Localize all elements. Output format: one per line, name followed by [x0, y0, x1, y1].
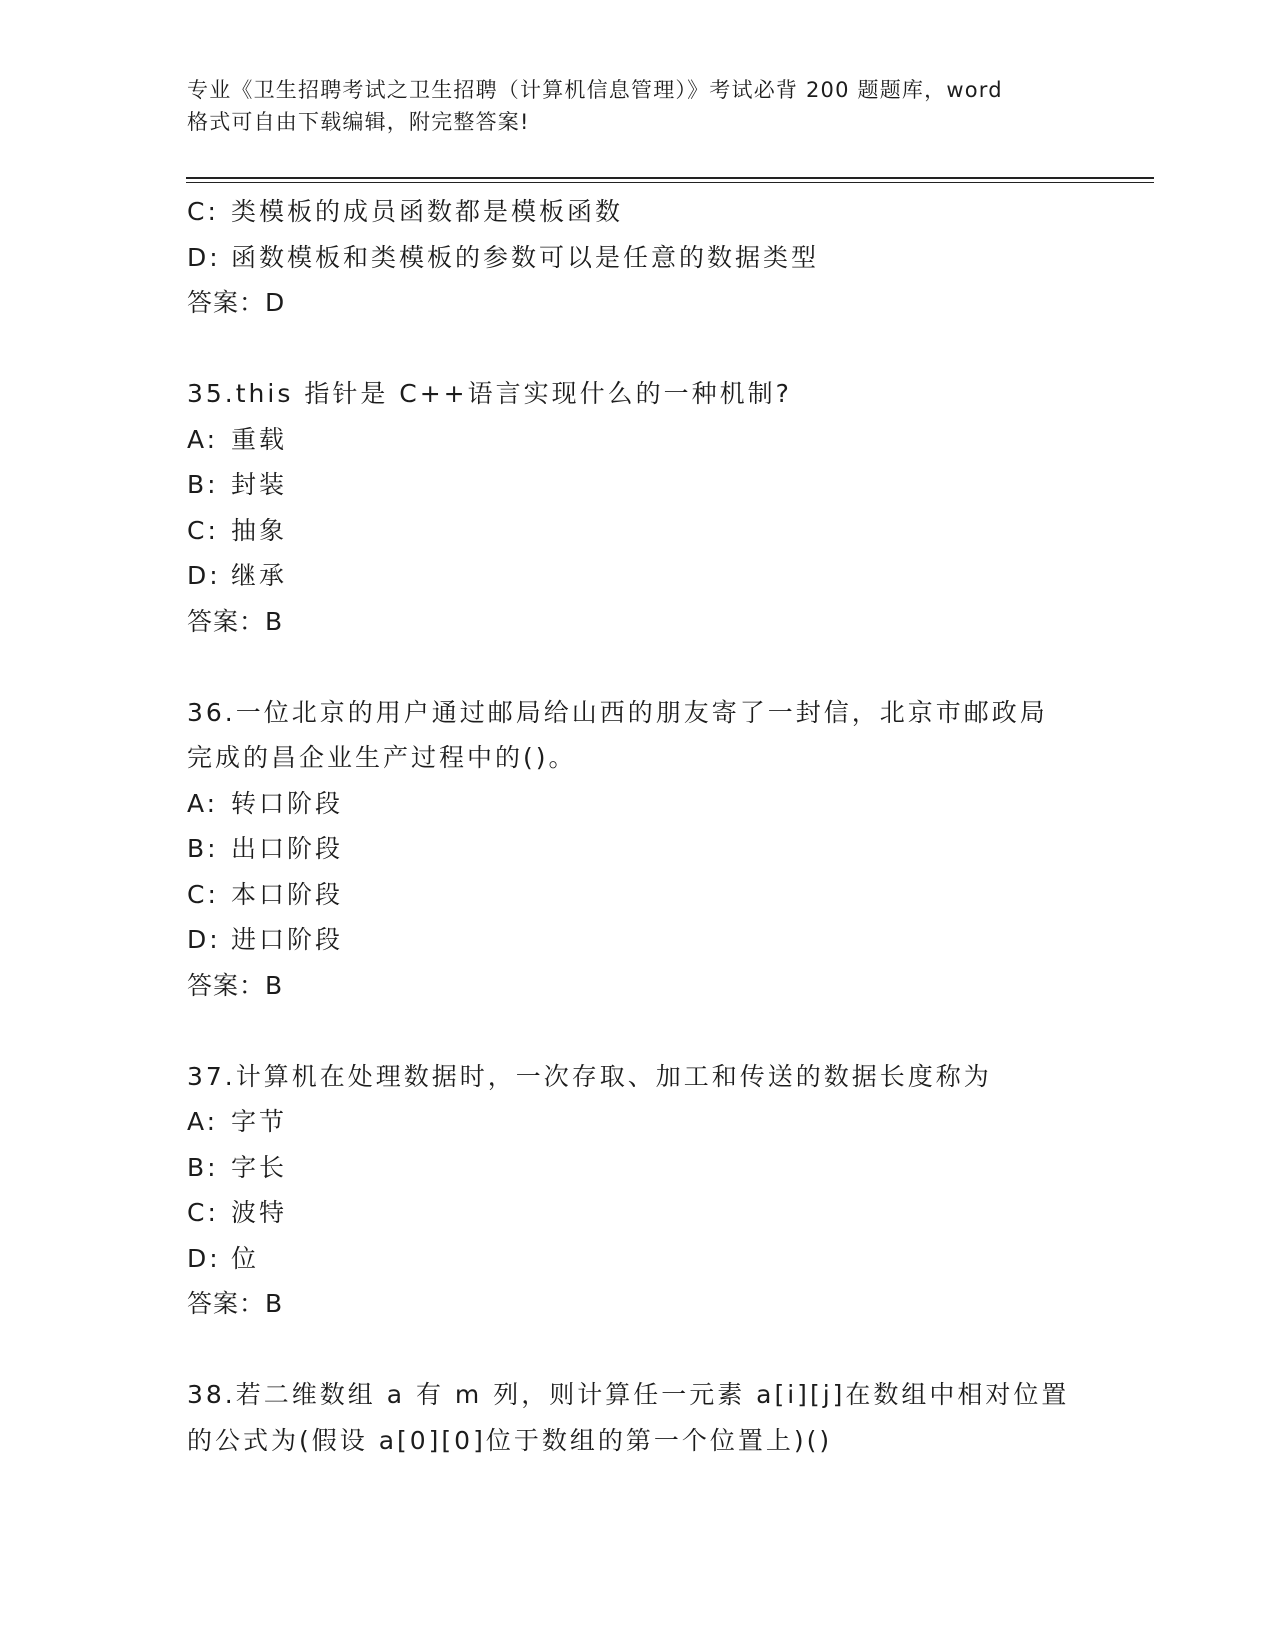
option-text: 继承 — [231, 561, 288, 590]
option-a — [187, 417, 1087, 463]
option-d — [187, 917, 1087, 963]
answer-line: 答案：D — [187, 288, 286, 317]
option-text: 位 — [231, 1243, 260, 1273]
option-b — [187, 826, 1087, 872]
option-d — [187, 553, 1087, 599]
question-block-37 — [187, 1054, 1087, 1327]
question-stem: 37.计算机在处理数据时，一次存取、加工和传送的数据长度称为 — [187, 1061, 992, 1091]
option-text: 进口阶段 — [231, 925, 344, 954]
option-d — [187, 1236, 1087, 1282]
question-block-36 — [187, 690, 1087, 1009]
spacer — [187, 1008, 1087, 1054]
option-label: D: — [187, 1243, 221, 1273]
option-text: 封装 — [231, 470, 288, 499]
answer-line: 答案：B — [187, 606, 284, 636]
option-a — [187, 1099, 1087, 1145]
option-label: D: — [187, 925, 221, 954]
option-b — [187, 462, 1087, 508]
question-stem-line-2: 的公式为(假设 a[0][0]位于数组的第一个位置上)() — [187, 1425, 833, 1455]
answer-line: 答案：B — [187, 1289, 284, 1318]
option-label: A: — [187, 424, 219, 454]
option-c — [187, 1190, 1087, 1236]
option-text: 字长 — [231, 1152, 288, 1182]
option-label: B: — [187, 1152, 219, 1182]
option-b — [187, 1145, 1087, 1191]
option-text: 字节 — [231, 1107, 288, 1136]
option-label: D: — [187, 242, 221, 272]
option-label: C: — [187, 1198, 219, 1227]
question-stem-line-2: 完成的昌企业生产过程中的()。 — [187, 743, 577, 772]
question-block-34 — [187, 189, 1087, 326]
option-d — [187, 235, 1087, 281]
option-c — [187, 508, 1087, 554]
option-text: 函数模板和类模板的参数可以是任意的数据类型 — [231, 242, 820, 272]
question-list — [187, 189, 1087, 1463]
spacer — [187, 1327, 1087, 1373]
option-label: B: — [187, 834, 219, 863]
question-stem-line-1: 36.一位北京的用户通过邮局给山西的朋友寄了一封信，北京市邮政局 — [187, 697, 1048, 727]
spacer — [187, 644, 1087, 690]
spacer — [187, 326, 1087, 372]
option-a — [187, 781, 1087, 827]
question-stem: 35.this 指针是 C++语言实现什么的一种机制? — [187, 379, 792, 408]
option-text: 本口阶段 — [231, 879, 344, 909]
header-divider-thick — [186, 177, 1154, 179]
option-text: 转口阶段 — [231, 788, 344, 818]
question-block-35 — [187, 371, 1087, 644]
option-text: 抽象 — [231, 515, 288, 545]
option-text: 波特 — [231, 1198, 288, 1227]
option-label: C: — [187, 515, 219, 545]
option-label: C: — [187, 197, 219, 226]
option-c — [187, 189, 1087, 235]
answer-line: 答案：B — [187, 970, 284, 1000]
header-divider-thin — [186, 182, 1154, 183]
option-label: B: — [187, 470, 219, 499]
option-label: D: — [187, 561, 221, 590]
option-label: C: — [187, 879, 219, 909]
option-text: 出口阶段 — [231, 834, 344, 863]
question-block-38 — [187, 1372, 1087, 1463]
option-label: A: — [187, 788, 219, 818]
header-line-1: 专业《卫生招聘考试之卫生招聘（计算机信息管理）》考试必背 200 题题库，word — [187, 78, 1003, 102]
document-header — [187, 74, 1087, 138]
option-text: 重载 — [231, 424, 288, 454]
header-line-2: 格式可自由下载编辑，附完整答案! — [187, 110, 530, 134]
question-stem-line-1: 38.若二维数组 a 有 m 列，则计算任一元素 a[i][j]在数组中相对位置 — [187, 1380, 1070, 1409]
option-text: 类模板的成员函数都是模板函数 — [231, 197, 624, 226]
option-label: A: — [187, 1107, 219, 1136]
option-c — [187, 872, 1087, 918]
